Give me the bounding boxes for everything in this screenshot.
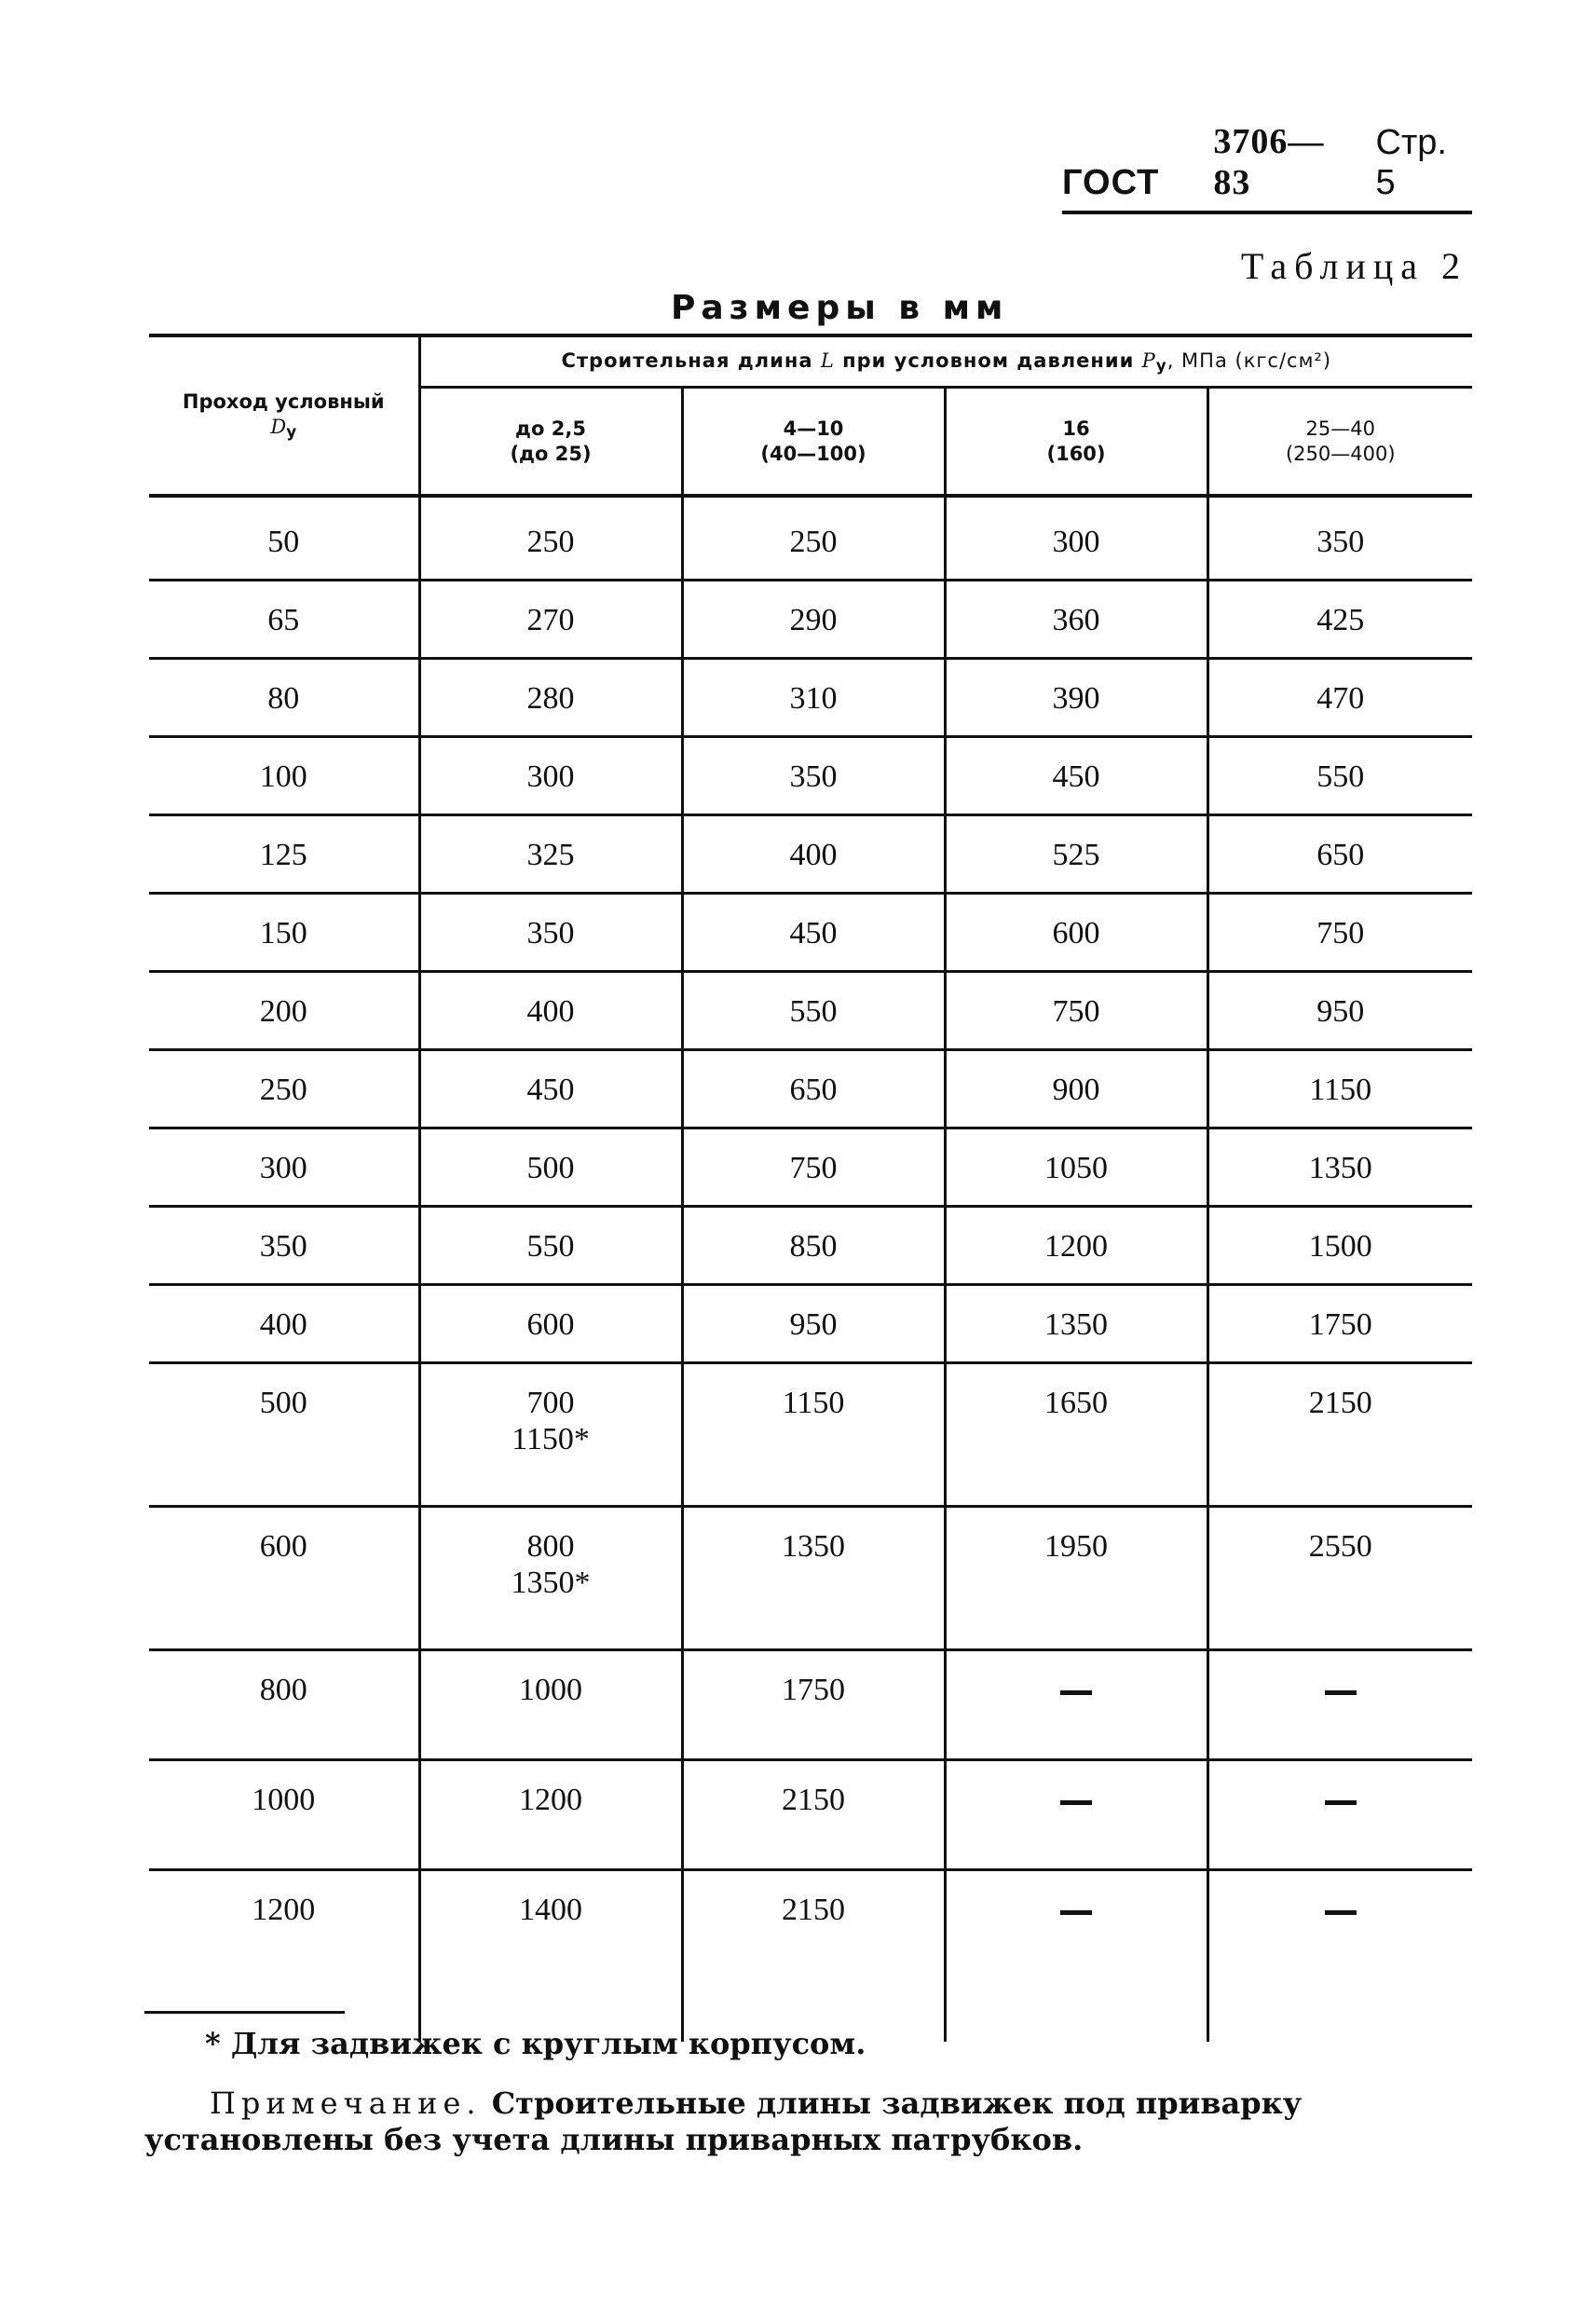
table-row bbox=[149, 1870, 1472, 2043]
cell-value: 450 bbox=[1052, 759, 1100, 794]
dy-cell bbox=[149, 1870, 419, 2043]
length-cell bbox=[1207, 894, 1472, 972]
cell-value: 1350 bbox=[1044, 1307, 1108, 1342]
length-cell bbox=[682, 659, 945, 737]
length-cell bbox=[1207, 1363, 1472, 1507]
length-cell bbox=[419, 894, 682, 972]
length-cell bbox=[419, 1128, 682, 1207]
cell-value: 400 bbox=[789, 838, 838, 872]
cell-value: 250 bbox=[789, 525, 838, 559]
length-cell bbox=[682, 737, 945, 815]
length-cell bbox=[682, 1507, 945, 1650]
length-cell bbox=[682, 972, 945, 1050]
cell-value: 280 bbox=[526, 681, 575, 716]
table-row bbox=[149, 496, 1472, 581]
cell-value: 950 bbox=[789, 1307, 838, 1342]
cell-value: 700 bbox=[526, 1386, 575, 1420]
length-cell bbox=[1207, 1050, 1472, 1128]
cell-value: 1750 bbox=[1308, 1307, 1372, 1342]
cell-value: 1200 bbox=[252, 1893, 316, 1927]
cell-value: 550 bbox=[526, 1229, 575, 1264]
cell-value-alt: 1350* bbox=[511, 1566, 591, 1601]
length-cell bbox=[1207, 1207, 1472, 1285]
pressure-header-line1: 16 bbox=[1062, 417, 1090, 441]
cell-value: 310 bbox=[789, 681, 838, 716]
cell-value: 400 bbox=[259, 1307, 307, 1342]
length-cell bbox=[1207, 581, 1472, 659]
cell-value: 290 bbox=[789, 603, 838, 637]
dash-mark bbox=[1060, 1690, 1092, 1695]
length-cell bbox=[419, 815, 682, 894]
length-cell bbox=[682, 1760, 945, 1870]
table-row bbox=[149, 815, 1472, 894]
table-label: Таблица 2 bbox=[1240, 245, 1467, 287]
pressure-header bbox=[1207, 388, 1472, 496]
cell-value: 400 bbox=[526, 994, 575, 1029]
length-cell bbox=[419, 1363, 682, 1507]
dy-column-header bbox=[149, 335, 419, 496]
cell-value: 250 bbox=[526, 525, 575, 559]
dy-cell bbox=[149, 581, 419, 659]
cell-value: 50 bbox=[267, 525, 300, 559]
cell-value: 1350 bbox=[782, 1529, 845, 1564]
footnote: * Для задвижек с круглым корпусом. bbox=[205, 2026, 866, 2061]
dy-cell bbox=[149, 737, 419, 815]
cell-value: 2150 bbox=[782, 1893, 845, 1927]
length-cell bbox=[419, 659, 682, 737]
dimensions-table bbox=[149, 334, 1472, 2042]
table-row bbox=[149, 1050, 1472, 1128]
cell-value: 525 bbox=[1052, 838, 1100, 872]
dy-cell bbox=[149, 659, 419, 737]
cell-value: 500 bbox=[526, 1151, 575, 1185]
cell-value: 1400 bbox=[519, 1893, 582, 1927]
group-header-label: Строительная длина bbox=[561, 349, 813, 372]
length-cell bbox=[419, 496, 682, 581]
cell-value: 750 bbox=[789, 1151, 838, 1185]
cell-value: 600 bbox=[526, 1307, 575, 1342]
dy-cell bbox=[149, 1285, 419, 1363]
page-number: Стр. 5 bbox=[1375, 123, 1447, 202]
length-cell bbox=[1207, 1128, 1472, 1207]
group-header-p-subscript: у bbox=[1155, 355, 1167, 375]
pressure-header-line1: 25—40 bbox=[1305, 417, 1375, 441]
table-row bbox=[149, 1507, 1472, 1650]
cell-value: 550 bbox=[1316, 759, 1365, 794]
length-cell bbox=[945, 972, 1207, 1050]
dy-header-label: Проход условный bbox=[182, 390, 385, 414]
length-cell bbox=[682, 1285, 945, 1363]
table-row bbox=[149, 894, 1472, 972]
dy-cell bbox=[149, 1507, 419, 1650]
group-header-l-symbol: L bbox=[820, 349, 835, 372]
group-header-p-symbol: P bbox=[1141, 349, 1156, 372]
cell-value: 350 bbox=[259, 1229, 307, 1264]
length-cell bbox=[945, 581, 1207, 659]
page-header bbox=[1062, 122, 1472, 214]
dash-mark bbox=[1060, 1910, 1092, 1915]
length-cell bbox=[1207, 1760, 1472, 1870]
pressure-header-line1: до 2,5 bbox=[515, 417, 586, 441]
length-cell bbox=[419, 1870, 682, 2043]
cell-value: 1150 bbox=[782, 1386, 845, 1420]
length-cell bbox=[419, 1507, 682, 1650]
cell-value: 2150 bbox=[1308, 1386, 1372, 1420]
cell-value: 650 bbox=[1316, 838, 1365, 872]
cell-value: 1950 bbox=[1044, 1529, 1108, 1564]
cell-value: 1500 bbox=[1308, 1229, 1372, 1264]
cell-value: 1350 bbox=[1308, 1151, 1372, 1185]
length-cell bbox=[419, 1207, 682, 1285]
cell-value: 800 bbox=[259, 1673, 307, 1707]
cell-value: 1750 bbox=[782, 1673, 845, 1707]
length-cell bbox=[945, 659, 1207, 737]
dy-cell bbox=[149, 1363, 419, 1507]
length-cell bbox=[945, 1207, 1207, 1285]
cell-value: 450 bbox=[526, 1073, 575, 1107]
length-cell bbox=[1207, 1507, 1472, 1650]
cell-value: 1150 bbox=[1309, 1073, 1372, 1107]
length-cell bbox=[419, 581, 682, 659]
table-row bbox=[149, 1363, 1472, 1507]
table-row bbox=[149, 972, 1472, 1050]
pressure-header-line1: 4—10 bbox=[783, 417, 844, 441]
dimensions-table-container bbox=[149, 334, 1472, 2042]
cell-value: 80 bbox=[267, 681, 300, 716]
dy-cell bbox=[149, 1650, 419, 1760]
cell-value: 500 bbox=[259, 1386, 307, 1420]
dash-mark bbox=[1325, 1910, 1357, 1915]
cell-value-alt: 1150* bbox=[512, 1422, 590, 1457]
dash-mark bbox=[1325, 1690, 1357, 1695]
cell-value: 850 bbox=[789, 1229, 838, 1264]
length-cell bbox=[1207, 496, 1472, 581]
table-caption: Размеры в мм bbox=[671, 289, 1009, 327]
pressure-header-line2: (40—100) bbox=[760, 442, 866, 465]
cell-value: 1650 bbox=[1044, 1386, 1108, 1420]
length-cell bbox=[945, 1760, 1207, 1870]
dy-cell bbox=[149, 1207, 419, 1285]
cell-value: 350 bbox=[1316, 525, 1365, 559]
table-row bbox=[149, 659, 1472, 737]
cell-value: 325 bbox=[526, 838, 575, 872]
table-row bbox=[149, 1760, 1472, 1870]
length-cell bbox=[1207, 1650, 1472, 1760]
dy-cell bbox=[149, 815, 419, 894]
table-header-row bbox=[149, 335, 1472, 388]
group-header-text: при условном давлении bbox=[842, 349, 1135, 372]
table-row bbox=[149, 737, 1472, 815]
cell-value: 390 bbox=[1052, 681, 1100, 716]
cell-value: 1000 bbox=[252, 1783, 316, 1817]
dash-mark bbox=[1060, 1800, 1092, 1805]
cell-value: 1200 bbox=[519, 1783, 582, 1817]
table-row bbox=[149, 1128, 1472, 1207]
cell-value: 100 bbox=[259, 759, 307, 794]
length-cell bbox=[945, 1363, 1207, 1507]
cell-value: 750 bbox=[1052, 994, 1100, 1029]
length-cell bbox=[945, 815, 1207, 894]
pressure-header bbox=[945, 388, 1207, 496]
length-cell bbox=[682, 1363, 945, 1507]
cell-value: 150 bbox=[259, 916, 307, 950]
dy-header-symbol: D bbox=[270, 415, 287, 438]
length-cell bbox=[419, 1650, 682, 1760]
cell-value: 300 bbox=[526, 759, 575, 794]
dy-cell bbox=[149, 1760, 419, 1870]
pressure-header-line2: (160) bbox=[1046, 442, 1106, 465]
length-cell bbox=[1207, 1870, 1472, 2043]
length-cell bbox=[682, 1050, 945, 1128]
length-cell bbox=[419, 1050, 682, 1128]
length-cell bbox=[1207, 1285, 1472, 1363]
cell-value: 800 bbox=[526, 1529, 575, 1564]
table-row bbox=[149, 1285, 1472, 1363]
length-cell bbox=[419, 1760, 682, 1870]
note-text: Строительные длины задвижек под приварку установлены без учета длины приварных патрубков. bbox=[144, 2085, 1303, 2158]
cell-value: 550 bbox=[789, 994, 838, 1029]
length-cell bbox=[945, 1285, 1207, 1363]
cell-value: 1050 bbox=[1044, 1151, 1108, 1185]
length-cell bbox=[682, 1650, 945, 1760]
length-cell bbox=[419, 737, 682, 815]
length-cell bbox=[945, 1507, 1207, 1650]
length-cell bbox=[1207, 659, 1472, 737]
dy-cell bbox=[149, 496, 419, 581]
table-row bbox=[149, 1207, 1472, 1285]
length-cell bbox=[419, 972, 682, 1050]
length-cell bbox=[945, 1050, 1207, 1128]
table-row bbox=[149, 1650, 1472, 1760]
length-cell bbox=[682, 1207, 945, 1285]
cell-value: 950 bbox=[1316, 994, 1365, 1029]
cell-value: 1000 bbox=[519, 1673, 582, 1707]
length-cell bbox=[682, 1128, 945, 1207]
length-cell bbox=[682, 894, 945, 972]
pressure-header bbox=[682, 388, 945, 496]
cell-value: 350 bbox=[789, 759, 838, 794]
length-cell bbox=[945, 1128, 1207, 1207]
cell-value: 650 bbox=[789, 1073, 838, 1107]
cell-value: 470 bbox=[1316, 681, 1365, 716]
table-body bbox=[149, 496, 1472, 2042]
cell-value: 300 bbox=[1052, 525, 1100, 559]
length-cell bbox=[419, 1285, 682, 1363]
cell-value: 125 bbox=[259, 838, 307, 872]
length-cell bbox=[682, 581, 945, 659]
dy-header-subscript: у bbox=[286, 421, 297, 441]
pressure-header-line2: (250—400) bbox=[1285, 442, 1396, 465]
cell-value: 65 bbox=[267, 603, 300, 637]
standard-number: 3706—83 bbox=[1213, 122, 1325, 202]
dy-cell bbox=[149, 894, 419, 972]
cell-value: 450 bbox=[789, 916, 838, 950]
length-cell bbox=[945, 737, 1207, 815]
length-cell bbox=[682, 496, 945, 581]
cell-value: 600 bbox=[259, 1529, 307, 1564]
cell-value: 350 bbox=[526, 916, 575, 950]
cell-value: 270 bbox=[526, 603, 575, 637]
length-cell bbox=[945, 1650, 1207, 1760]
cell-value: 2550 bbox=[1308, 1529, 1372, 1564]
standard-label: ГОСТ bbox=[1062, 163, 1160, 202]
cell-value: 300 bbox=[259, 1151, 307, 1185]
length-cell bbox=[945, 894, 1207, 972]
pressure-header-line2: (до 25) bbox=[510, 442, 592, 465]
length-cell bbox=[682, 815, 945, 894]
pressure-header bbox=[419, 388, 682, 496]
dash-mark bbox=[1325, 1800, 1357, 1805]
cell-value: 425 bbox=[1316, 603, 1365, 637]
cell-value: 600 bbox=[1052, 916, 1100, 950]
length-cell bbox=[1207, 815, 1472, 894]
cell-value: 250 bbox=[259, 1073, 307, 1107]
table-note bbox=[144, 2085, 1467, 2158]
cell-value: 2150 bbox=[782, 1783, 845, 1817]
length-group-header bbox=[419, 335, 1472, 388]
cell-value: 750 bbox=[1316, 916, 1365, 950]
group-header-unit: , МПа (кгс/см²) bbox=[1166, 349, 1332, 372]
note-label: Примечание. bbox=[210, 2085, 482, 2121]
length-cell bbox=[1207, 737, 1472, 815]
dy-cell bbox=[149, 1050, 419, 1128]
length-cell bbox=[945, 1870, 1207, 2043]
dy-cell bbox=[149, 1128, 419, 1207]
length-cell bbox=[682, 1870, 945, 2043]
footnote-divider bbox=[144, 2011, 345, 2014]
length-cell bbox=[1207, 972, 1472, 1050]
cell-value: 200 bbox=[259, 994, 307, 1029]
cell-value: 1200 bbox=[1044, 1229, 1108, 1264]
dy-cell bbox=[149, 972, 419, 1050]
table-row bbox=[149, 581, 1472, 659]
cell-value: 900 bbox=[1052, 1073, 1100, 1107]
length-cell bbox=[945, 496, 1207, 581]
cell-value: 360 bbox=[1052, 603, 1100, 637]
